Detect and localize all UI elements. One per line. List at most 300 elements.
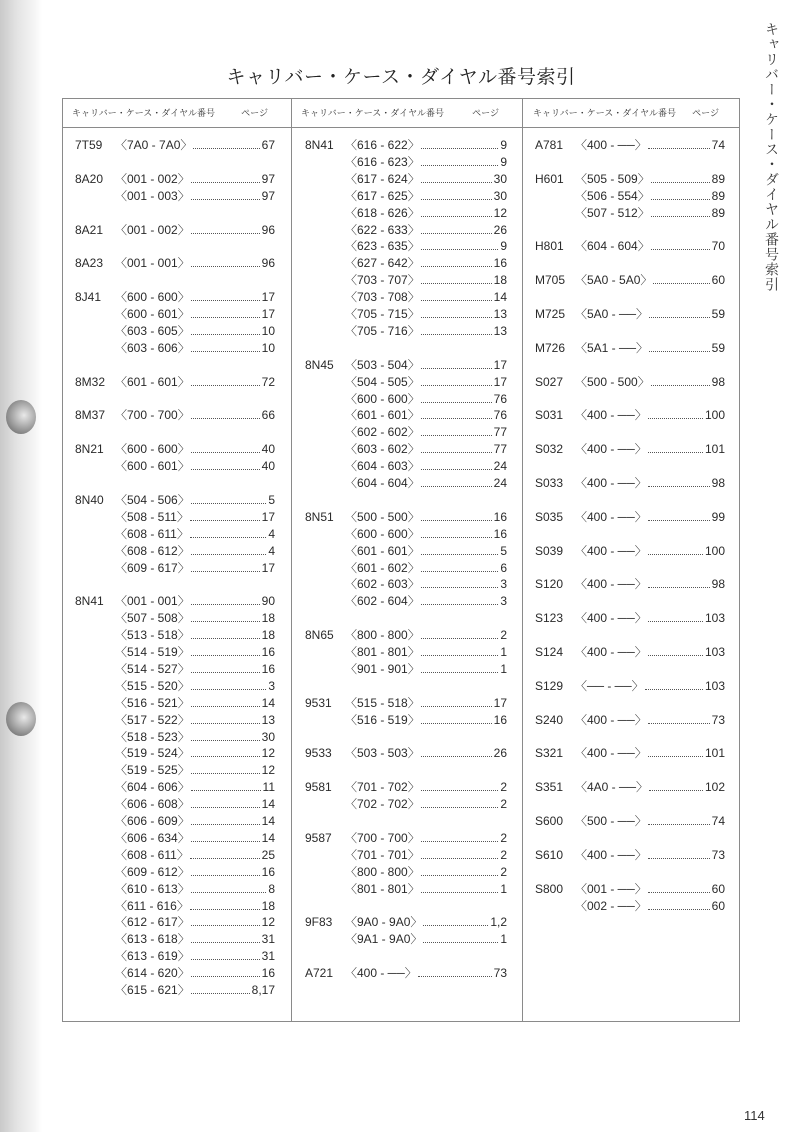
caliber-code: 8N51: [305, 509, 334, 524]
case-dial-range: 〈400 ‐ ──〉: [575, 577, 647, 592]
page-ref: 8,17: [251, 983, 275, 997]
leader-dots: [191, 460, 260, 470]
index-entry: [305, 712, 507, 729]
leader-dots: [651, 207, 710, 217]
index-entry: [535, 745, 725, 762]
index-entry: [535, 779, 725, 796]
case-dial-range: 〈702 ‐ 702〉: [345, 797, 420, 812]
caliber-code: S123: [535, 611, 564, 626]
case-dial-range: 〈600 ‐ 601〉: [115, 307, 190, 321]
page-ref: 2: [500, 830, 507, 845]
case-dial-range: 〈614 ‐ 620〉: [115, 966, 190, 981]
page-ref: 40: [261, 442, 275, 457]
case-dial-range: 〈503 ‐ 503〉: [345, 746, 420, 761]
page-title: キャリバー・ケース・ダイヤル番号索引: [226, 67, 576, 88]
caliber-code: S120: [535, 577, 564, 592]
leader-dots: [191, 832, 260, 842]
page-ref: 74: [711, 138, 725, 152]
case-dial-range: 〈617 ‐ 624〉: [345, 171, 420, 186]
leader-dots: [421, 443, 492, 453]
case-dial-range: 〈701 ‐ 701〉: [345, 847, 420, 862]
leader-dots: [423, 933, 498, 943]
case-dial-range: 〈613 ‐ 618〉: [115, 932, 190, 947]
page-ref: 6: [500, 560, 507, 575]
caliber-code: S039: [535, 543, 564, 558]
leader-dots: [421, 274, 492, 284]
caliber-code: 8N21: [75, 442, 104, 457]
page-ref: 30: [493, 188, 507, 203]
case-dial-range: 〈516 ‐ 519〉: [345, 712, 420, 727]
case-dial-range: 〈608 ‐ 611〉: [115, 847, 189, 862]
case-dial-range: 〈608 ‐ 612〉: [115, 543, 190, 558]
case-dial-range: 〈9A1 ‐ 9A0〉: [345, 932, 423, 947]
leader-dots: [191, 494, 267, 504]
leader-dots: [421, 781, 499, 791]
index-entry: [305, 475, 507, 492]
leader-dots: [191, 612, 260, 622]
index-entry: [305, 779, 507, 796]
caliber-code: 8M37: [75, 408, 106, 423]
case-dial-range: 〈603 ‐ 605〉: [115, 323, 190, 338]
case-dial-range: 〈623 ‐ 635〉: [345, 239, 420, 254]
index-entry: [75, 458, 275, 475]
side-title: キャリバー・ケース・ダイヤル番号索引: [764, 22, 780, 292]
index-entry: [535, 813, 725, 830]
case-dial-range: 〈603 ‐ 602〉: [345, 442, 420, 457]
page-ref: 66: [261, 408, 275, 423]
index-entry: [75, 745, 275, 762]
index-entry: [75, 914, 275, 931]
case-dial-range: 〈901 ‐ 901〉: [345, 661, 420, 676]
case-dial-range: 〈400 ‐ ──〉: [575, 645, 647, 659]
leader-dots: [648, 900, 710, 910]
case-dial-range: 〈001 ‐ 001〉: [115, 594, 190, 609]
caliber-code: S035: [535, 509, 564, 524]
leader-dots: [651, 190, 710, 200]
page-ref: 1,2: [490, 915, 507, 930]
index-entry: [75, 255, 275, 272]
leader-dots: [191, 545, 267, 555]
leader-dots: [421, 257, 492, 267]
case-dial-range: 〈601 ‐ 601〉: [115, 374, 190, 389]
page-ref: 16: [261, 661, 275, 676]
page-ref: 9: [500, 239, 507, 254]
page-ref: 16: [493, 526, 507, 541]
case-dial-range: 〈700 ‐ 700〉: [345, 830, 420, 845]
page-ref: 16: [261, 864, 275, 879]
page-ref: 59: [711, 340, 725, 355]
page-ref: 59: [711, 307, 725, 321]
caliber-code: 9533: [305, 746, 332, 761]
index-entry: [305, 576, 507, 593]
leader-dots: [648, 477, 710, 487]
leader-dots: [421, 528, 492, 538]
page-ref: 60: [711, 898, 725, 913]
case-dial-range: 〈508 ‐ 511〉: [115, 509, 189, 524]
caliber-code: M705: [535, 273, 566, 288]
caliber-code: S610: [535, 847, 564, 862]
page-ref: 97: [261, 171, 275, 186]
page-ref: 103: [704, 678, 725, 693]
leader-dots: [648, 646, 703, 656]
index-entry: [75, 695, 275, 712]
case-dial-range: 〈606 ‐ 609〉: [115, 814, 190, 828]
case-dial-range: 〈519 ‐ 525〉: [115, 763, 190, 778]
leader-dots: [191, 663, 260, 673]
index-entry: [535, 543, 725, 560]
leader-dots: [421, 663, 499, 673]
caliber-code: 7T59: [75, 138, 103, 152]
case-dial-range: 〈400 ‐ ──〉: [575, 442, 647, 457]
index-entry: [305, 205, 507, 222]
page-ref: 1: [500, 932, 507, 947]
index-entry: [305, 914, 507, 931]
page-ref: 2: [500, 797, 507, 812]
index-entry: [535, 475, 725, 492]
case-dial-range: 〈002 ‐ ──〉: [575, 898, 647, 913]
caliber-code: H801: [535, 239, 564, 254]
table-header: [63, 99, 739, 128]
page-ref: 1: [500, 661, 507, 676]
leader-dots: [421, 646, 499, 656]
index-entry: [305, 965, 507, 982]
index-entry: [75, 830, 275, 847]
case-dial-range: 〈9A0 ‐ 9A0〉: [345, 915, 423, 930]
page-ref: 76: [493, 391, 507, 406]
index-entry: [305, 695, 507, 712]
case-dial-range: 〈601 ‐ 602〉: [345, 560, 420, 575]
leader-dots: [651, 376, 710, 386]
case-dial-range: 〈500 ‐ 500〉: [575, 374, 650, 389]
index-entry: [305, 222, 507, 239]
caliber-code: S600: [535, 814, 564, 828]
leader-dots: [191, 764, 260, 774]
caliber-code: S032: [535, 442, 564, 457]
page-ref: 14: [493, 290, 507, 305]
leader-dots: [191, 815, 260, 825]
page-ref: 16: [261, 645, 275, 659]
leader-dots: [421, 849, 499, 859]
case-dial-range: 〈503 ‐ 504〉: [345, 357, 420, 372]
leader-dots: [649, 342, 710, 352]
case-dial-range: 〈609 ‐ 617〉: [115, 560, 190, 575]
index-entry: [535, 407, 725, 424]
leader-dots: [191, 950, 260, 960]
case-dial-range: 〈001 ‐ 002〉: [115, 222, 190, 237]
caliber-code: 8N40: [75, 492, 104, 507]
index-entry: [305, 407, 507, 424]
index-entry: [75, 796, 275, 813]
page-ref: 18: [261, 611, 275, 626]
case-dial-range: 〈515 ‐ 520〉: [115, 678, 190, 693]
leader-dots: [648, 849, 710, 859]
case-dial-range: 〈516 ‐ 521〉: [115, 695, 190, 710]
page-ref: 98: [711, 374, 725, 389]
index-entry: [75, 222, 275, 239]
leader-dots: [421, 629, 499, 639]
index-entry: [535, 678, 725, 695]
index-entry: [75, 306, 275, 323]
index-entry: [535, 137, 725, 154]
page-ref: 73: [711, 847, 725, 862]
index-entry: [305, 745, 507, 762]
leader-dots: [651, 240, 710, 250]
leader-dots: [649, 308, 710, 318]
case-dial-range: 〈617 ‐ 625〉: [345, 188, 420, 203]
caliber-code: 9531: [305, 695, 332, 710]
leader-dots: [191, 376, 260, 386]
index-entry: [75, 762, 275, 779]
page-ref: 67: [261, 138, 275, 152]
page-ref: 3: [500, 577, 507, 592]
binder-gutter: [0, 0, 42, 1132]
caliber-code: H601: [535, 171, 564, 186]
page-ref: 12: [261, 915, 275, 930]
case-dial-range: 〈602 ‐ 602〉: [345, 425, 420, 440]
caliber-code: 8N41: [75, 594, 104, 609]
case-dial-range: 〈514 ‐ 527〉: [115, 661, 190, 676]
leader-dots: [421, 240, 499, 250]
case-dial-range: 〈600 ‐ 600〉: [345, 391, 420, 406]
page-ref: 17: [493, 374, 507, 389]
case-dial-range: 〈610 ‐ 613〉: [115, 881, 190, 896]
page-ref: 2: [500, 780, 507, 795]
leader-dots: [191, 866, 260, 876]
page-ref: 12: [261, 763, 275, 778]
leader-dots: [648, 883, 710, 893]
leader-dots: [648, 139, 710, 149]
index-entry: [535, 441, 725, 458]
leader-dots: [421, 545, 499, 555]
index-entry: [75, 729, 275, 746]
index-entry: [305, 374, 507, 391]
leader-dots: [191, 933, 260, 943]
index-entry: [305, 661, 507, 678]
page-ref: 1: [500, 881, 507, 896]
index-entry: [535, 272, 725, 289]
leader-dots: [190, 849, 260, 859]
index-entry: [75, 137, 275, 154]
index-entry: [305, 796, 507, 813]
leader-dots: [191, 714, 260, 724]
case-dial-range: 〈504 ‐ 505〉: [345, 374, 420, 389]
case-dial-range: 〈400 ‐ ──〉: [575, 543, 647, 558]
leader-dots: [191, 697, 260, 707]
leader-dots: [421, 747, 492, 757]
caliber-code: S800: [535, 881, 564, 896]
index-entry: [75, 813, 275, 830]
case-dial-range: 〈513 ‐ 518〉: [115, 628, 190, 643]
index-entry: [305, 188, 507, 205]
index-entry: [75, 509, 275, 526]
page-ref: 11: [262, 780, 275, 795]
case-dial-range: 〈601 ‐ 601〉: [345, 543, 420, 558]
page-ref: 4: [268, 543, 275, 558]
index-entry: [75, 898, 275, 915]
leader-dots: [191, 325, 260, 335]
caliber-code: A721: [305, 966, 334, 981]
page-ref: 14: [261, 797, 275, 812]
caliber-code: 8A21: [75, 222, 104, 237]
page-ref: 13: [261, 712, 275, 727]
case-dial-range: 〈604 ‐ 603〉: [345, 459, 420, 474]
index-entry: [305, 864, 507, 881]
case-dial-range: 〈001 ‐ ──〉: [575, 881, 647, 896]
case-dial-range: 〈400 ‐ ──〉: [575, 138, 647, 152]
page-ref: 10: [261, 340, 275, 355]
leader-dots: [191, 257, 260, 267]
index-entry: [75, 931, 275, 948]
leader-dots: [191, 443, 260, 453]
caliber-code: M726: [535, 340, 566, 355]
index-entry: [535, 188, 725, 205]
page-ref: 101: [704, 442, 725, 457]
leader-dots: [190, 511, 260, 521]
leader-dots: [191, 308, 260, 318]
case-dial-range: 〈400 ‐ ──〉: [575, 712, 647, 727]
leader-dots: [191, 798, 260, 808]
column-divider: [291, 99, 292, 1021]
leader-dots: [421, 798, 499, 808]
index-entry: [75, 712, 275, 729]
index-entry: [305, 881, 507, 898]
index-entry: [305, 289, 507, 306]
page-ref: 60: [711, 273, 725, 288]
page-ref: 26: [493, 222, 507, 237]
index-entry: [305, 154, 507, 171]
case-dial-range: 〈606 ‐ 608〉: [115, 797, 190, 812]
caliber-code: 9F83: [305, 915, 333, 930]
case-dial-range: 〈500 ‐ 500〉: [345, 509, 420, 524]
leader-dots: [421, 832, 499, 842]
leader-dots: [648, 545, 703, 555]
leader-dots: [421, 883, 499, 893]
leader-dots: [191, 731, 260, 741]
page-ref: 100: [704, 543, 725, 558]
leader-dots: [421, 190, 492, 200]
page-ref: 26: [493, 746, 507, 761]
case-dial-range: 〈611 ‐ 616〉: [115, 898, 189, 913]
leader-dots: [421, 409, 492, 419]
page-ref: 60: [711, 881, 725, 896]
case-dial-range: 〈627 ‐ 642〉: [345, 256, 420, 271]
page-ref: 31: [261, 949, 275, 964]
leader-dots: [421, 393, 492, 403]
case-dial-range: 〈604 ‐ 604〉: [575, 239, 650, 254]
index-entry: [75, 593, 275, 610]
caliber-code: S027: [535, 374, 564, 389]
index-entry: [535, 340, 725, 357]
binder-ring-icon: [6, 702, 36, 736]
case-dial-range: 〈616 ‐ 622〉: [345, 138, 420, 152]
caliber-code: 8J41: [75, 290, 102, 305]
page-ref: 4: [268, 526, 275, 541]
index-entry: [305, 137, 507, 154]
binder-ring-icon: [6, 400, 36, 434]
leader-dots: [191, 291, 260, 301]
case-dial-range: 〈604 ‐ 606〉: [115, 780, 190, 795]
page-ref: 16: [493, 509, 507, 524]
page-ref: 24: [493, 459, 507, 474]
page-ref: 5: [500, 543, 507, 558]
page-ref: 16: [493, 256, 507, 271]
leader-dots: [191, 190, 260, 200]
index-entry: [75, 847, 275, 864]
index-entry: [75, 948, 275, 965]
page-ref: 30: [261, 729, 275, 744]
leader-dots: [191, 680, 267, 690]
leader-dots: [191, 781, 261, 791]
page-ref: 96: [261, 256, 275, 271]
page-ref: 98: [711, 577, 725, 592]
case-dial-range: 〈400 ‐ ──〉: [575, 509, 647, 524]
index-entry: [305, 509, 507, 526]
case-dial-range: 〈615 ‐ 621〉: [115, 983, 190, 997]
page-ref: 101: [704, 746, 725, 761]
index-entry: [305, 441, 507, 458]
page-ref: 99: [711, 509, 725, 524]
page-ref: 9: [500, 138, 507, 152]
leader-dots: [648, 815, 710, 825]
leader-dots: [648, 714, 710, 724]
index-entry: [305, 171, 507, 188]
header-cell: [72, 99, 282, 127]
header-page-label: ページ: [241, 108, 268, 118]
leader-dots: [191, 173, 260, 183]
index-entry: [305, 424, 507, 441]
case-dial-range: 〈400 ‐ ──〉: [575, 746, 647, 761]
page-ref: 17: [493, 357, 507, 372]
index-entry: [75, 340, 275, 357]
index-entry: [535, 576, 725, 593]
page-ref: 13: [493, 323, 507, 338]
case-dial-range: 〈507 ‐ 512〉: [575, 205, 650, 220]
index-entry: [305, 593, 507, 610]
leader-dots: [190, 900, 260, 910]
index-entry: [75, 543, 275, 560]
leader-dots: [423, 916, 488, 926]
leader-dots: [421, 291, 492, 301]
leader-dots: [193, 139, 259, 149]
case-dial-range: 〈800 ‐ 800〉: [345, 864, 420, 879]
case-dial-range: 〈600 ‐ 600〉: [345, 526, 420, 541]
index-entry: [75, 171, 275, 188]
leader-dots: [191, 342, 260, 352]
caliber-code: 8N41: [305, 138, 334, 152]
leader-dots: [648, 443, 703, 453]
case-dial-range: 〈705 ‐ 715〉: [345, 307, 420, 321]
caliber-code: S351: [535, 780, 564, 795]
caliber-code: A781: [535, 138, 564, 152]
page-ref: 89: [711, 205, 725, 220]
index-entry: [75, 560, 275, 577]
index-entry: [305, 255, 507, 272]
case-dial-range: 〈400 ‐ ──〉: [345, 966, 417, 981]
page-ref: 17: [261, 509, 275, 524]
caliber-code: 9587: [305, 830, 332, 845]
leader-dots: [421, 477, 492, 487]
leader-dots: [421, 325, 492, 335]
case-dial-range: 〈600 ‐ 601〉: [115, 459, 190, 474]
leader-dots: [421, 578, 499, 588]
case-dial-range: 〈606 ‐ 634〉: [115, 830, 190, 845]
page-ref: 18: [261, 898, 275, 913]
leader-dots: [649, 781, 703, 791]
page-ref: 2: [500, 628, 507, 643]
index-entry: [75, 323, 275, 340]
leader-dots: [191, 224, 260, 234]
index-entry: [75, 526, 275, 543]
